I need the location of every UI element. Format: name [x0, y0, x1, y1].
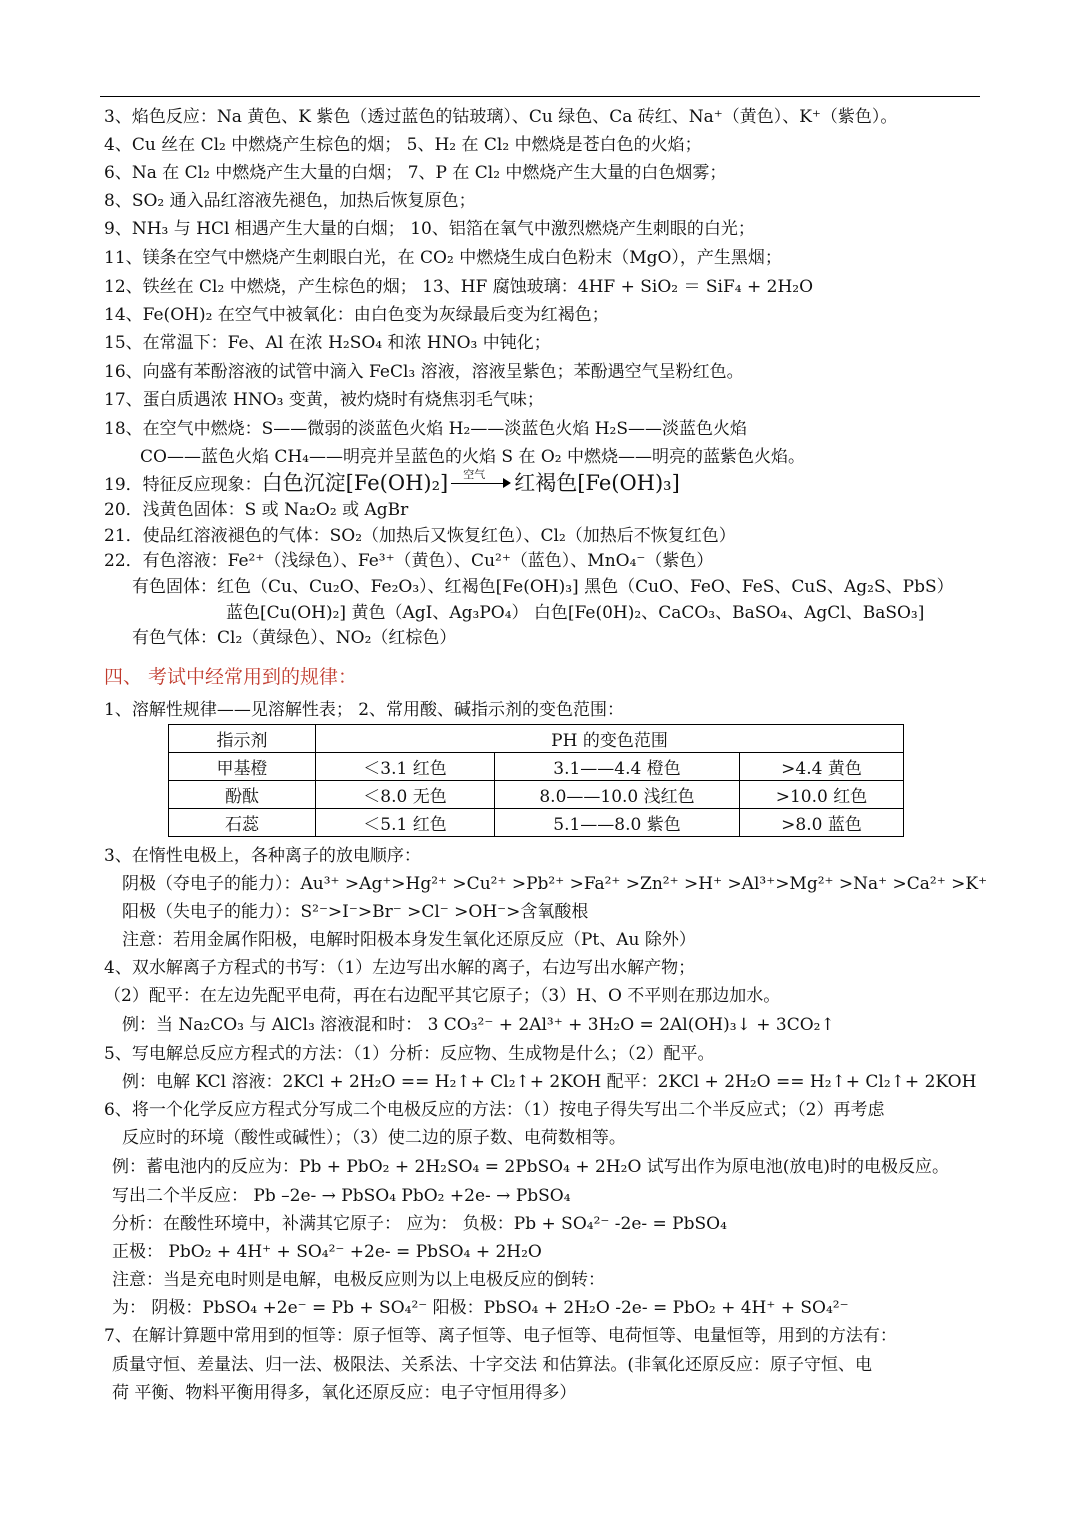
rule-6-half-reactions: 写出二个半反应： Pb –2e- → PbSO₄ PbO₂ +2e- → PbSO₄: [112, 1186, 571, 1206]
table-cell: ＜8.0 无色: [316, 781, 495, 809]
line-22d: 有色气体：Cl₂（黄绿色）、NO₂（红棕色）: [132, 628, 457, 648]
rule-7b: 质量守恒、差量法、归一法、极限法、关系法、十字交法 和估算法。(非氧化还原反应：原子守恒、电: [112, 1355, 873, 1375]
rule-5: 5、写电解总反应方程式的方法：（1）分析：反应物、生成物是什么；（2）配平。: [104, 1044, 715, 1064]
line-14: 14、Fe(OH)₂ 在空气中被氧化：由白色变为灰绿最后变为红褐色；: [104, 305, 609, 325]
rule-1: 1、溶解性规律——见溶解性表； 2、常用酸、碱指示剂的变色范围：: [104, 700, 625, 720]
rule-5-example: 例：电解 KCl 溶液：2KCl + 2H₂O == H₂↑+ Cl₂↑+ 2KOH 配平：2KCl + 2H₂O == H₂↑+ Cl₂↑+ 2KOH: [122, 1072, 977, 1092]
table-header-row: [169, 725, 904, 753]
rule-4b: （2）配平：在左边先配平电荷，再在右边配平其它原子；（3）H、O 不平则在那边加水。: [104, 986, 781, 1006]
rule-4: 4、双水解离子方程式的书写：（1）左边写出水解的离子，右边写出水解产物；: [104, 958, 696, 978]
line-20: 20．浅黄色固体：S 或 Na₂O₂ 或 AgBr: [104, 500, 409, 520]
rule-3-anode: 阳极（失电子的能力）：S²⁻>I⁻>Br⁻ >Cl⁻ >OH⁻>含氧酸根: [122, 902, 589, 922]
line-11: 11、镁条在空气中燃烧产生刺眼白光，在 CO₂ 中燃烧生成白色粉末（MgO），产生黑烟；: [104, 248, 782, 268]
table-cell: 甲基橙: [169, 753, 316, 781]
line-12: 12、铁丝在 Cl₂ 中燃烧，产生棕色的烟； 13、HF 腐蚀玻璃：4HF + SiO₂ ＝ SiF₄ + 2H₂O: [104, 277, 814, 297]
arrow-label: 空气: [463, 468, 486, 481]
line-21: 21．使品红溶液褪色的气体：SO₂（加热后又恢复红色）、Cl₂（加热后不恢复红色）: [104, 526, 736, 546]
table-cell: >10.0 红色: [740, 781, 904, 809]
table-header-cell: PH 的变色范围: [316, 725, 904, 753]
table-header-cell: 指示剂: [169, 725, 316, 753]
line-22a: 22．有色溶液：Fe²⁺（浅绿色）、Fe³⁺（黄色）、Cu²⁺（蓝色）、MnO₄⁻（紫色）: [104, 551, 714, 571]
table-cell: 3.1——4.4 橙色: [495, 753, 740, 781]
table-cell: 8.0——10.0 浅红色: [495, 781, 740, 809]
table-row: [169, 781, 904, 809]
table-cell: 酚酞: [169, 781, 316, 809]
rule-6: 6、将一个化学反应方程式分写成二个电极反应的方法：（1）按电子得失写出二个半反应式；（2）再考虑: [104, 1100, 885, 1120]
line-18b: CO——蓝色火焰 CH₄——明亮并呈蓝色的火焰 S 在 O₂ 中燃烧——明亮的蓝紫色火焰。: [140, 447, 806, 467]
line-19: [104, 468, 680, 496]
rule-3: 3、在惰性电极上，各种离子的放电顺序：: [104, 846, 421, 866]
rule-3-cathode: 阴极（夺电子的能力）：Au³⁺ >Ag⁺>Hg²⁺ >Cu²⁺ >Pb²⁺ >Fa²⁺ >Zn²⁺ >H⁺ >Al³⁺>Mg²⁺ >Na⁺ >Ca²⁺ >K⁺: [122, 874, 988, 894]
white-precipitate: 白色沉淀[Fe(OH)₂]: [261, 471, 449, 495]
red-brown-precipitate: 红褐色[Fe(OH)₃]: [514, 471, 680, 495]
table-row: [169, 809, 904, 837]
line-15: 15、在常温下：Fe、Al 在浓 H₂SO₄ 和浓 HNO₃ 中钝化；: [104, 333, 551, 353]
rule-7c: 荷 平衡、物料平衡用得多，氧化还原反应：电子守恒用得多）: [112, 1383, 577, 1403]
line-22b: 有色固体：红色（Cu、Cu₂O、Fe₂O₃）、红褐色[Fe(OH)₃] 黑色（CuO、FeO、FeS、CuS、Ag₂S、PbS）: [132, 577, 954, 597]
table-cell: >4.4 黄色: [740, 753, 904, 781]
table-cell: 石蕊: [169, 809, 316, 837]
table-cell: ＜3.1 红色: [316, 753, 495, 781]
top-rule: [100, 96, 980, 97]
line-18a: 18、在空气中燃烧：S——微弱的淡蓝色火焰 H₂——淡蓝色火焰 H₂S——淡蓝色火焰: [104, 419, 748, 439]
rule-6b: 反应时的环境（酸性或碱性）；（3）使二边的原子数、电荷数相等。: [122, 1128, 626, 1148]
line-6: 6、Na 在 Cl₂ 中燃烧产生大量的白烟； 7、P 在 Cl₂ 中燃烧产生大量的白色烟雾；: [104, 163, 727, 183]
line-17: 17、蛋白质遇浓 HNO₃ 变黄，被灼烧时有烧焦羽毛气味；: [104, 390, 544, 410]
rule-4-example: 例：当 Na₂CO₃ 与 AlCl₃ 溶液混和时： 3 CO₃²⁻ + 2Al³⁺ + 3H₂O = 2Al(OH)₃↓ + 3CO₂↑: [122, 1015, 835, 1035]
line-3: 3、焰色反应：Na 黄色、K 紫色（透过蓝色的钴玻璃）、Cu 绿色、Ca 砖红、Na⁺（黄色）、K⁺（紫色）。: [104, 107, 898, 127]
rule-3-note: 注意：若用金属作阳极，电解时阳极本身发生氧化还原反应（Pt、Au 除外）: [122, 930, 696, 950]
table-cell: >8.0 蓝色: [740, 809, 904, 837]
line-22c: 蓝色[Cu(OH)₂] 黄色（AgI、Ag₃PO₄） 白色[Fe(0H)₂、CaCO₃、BaSO₄、AgCl、BaSO₃]: [226, 603, 925, 623]
line-19-label: 19．特征反应现象：: [104, 475, 262, 495]
line-9: 9、NH₃ 与 HCl 相遇产生大量的白烟； 10、铝箔在氧气中激烈燃烧产生刺眼的白光；: [104, 219, 755, 239]
rule-6-charging: 为： 阴极：PbSO₄ +2e⁻ = Pb + SO₄²⁻ 阳极：PbSO₄ + 2H₂O -2e- = PbO₂ + 4H⁺ + SO₄²⁻: [112, 1298, 849, 1318]
rule-6-example: 例：蓄电池内的反应为：Pb + PbO₂ + 2H₂SO₄ = 2PbSO₄ + 2H₂O 试写出作为原电池(放电)时的电极反应。: [112, 1157, 950, 1177]
reaction-arrow-icon: [451, 468, 511, 490]
rule-6-positive: 正极： PbO₂ + 4H⁺ + SO₄²⁻ +2e- = PbSO₄ + 2H₂O: [112, 1242, 542, 1262]
table-row: [169, 753, 904, 781]
line-8: 8、SO₂ 通入品红溶液先褪色，加热后恢复原色；: [104, 191, 476, 211]
table-cell: ＜5.1 红色: [316, 809, 495, 837]
rule-6-note: 注意：当是充电时则是电解，电极反应则为以上电极反应的倒转：: [112, 1270, 605, 1290]
rule-6-analysis: 分析：在酸性环境中，补满其它原子： 应为： 负极：Pb + SO₄²⁻ -2e- = PbSO₄: [112, 1214, 727, 1234]
rule-7: 7、在解计算题中常用到的恒等：原子恒等、离子恒等、电子恒等、电荷恒等、电量恒等，用到的方法有：: [104, 1326, 897, 1346]
indicator-table: [168, 724, 904, 837]
line-16: 16、向盛有苯酚溶液的试管中滴入 FeCl₃ 溶液，溶液呈紫色；苯酚遇空气呈粉红色。: [104, 362, 744, 382]
line-4: 4、Cu 丝在 Cl₂ 中燃烧产生棕色的烟； 5、H₂ 在 Cl₂ 中燃烧是苍白色的火焰；: [104, 135, 702, 155]
section-title: 四、 考试中经常用到的规律：: [104, 666, 358, 688]
table-cell: 5.1——8.0 紫色: [495, 809, 740, 837]
